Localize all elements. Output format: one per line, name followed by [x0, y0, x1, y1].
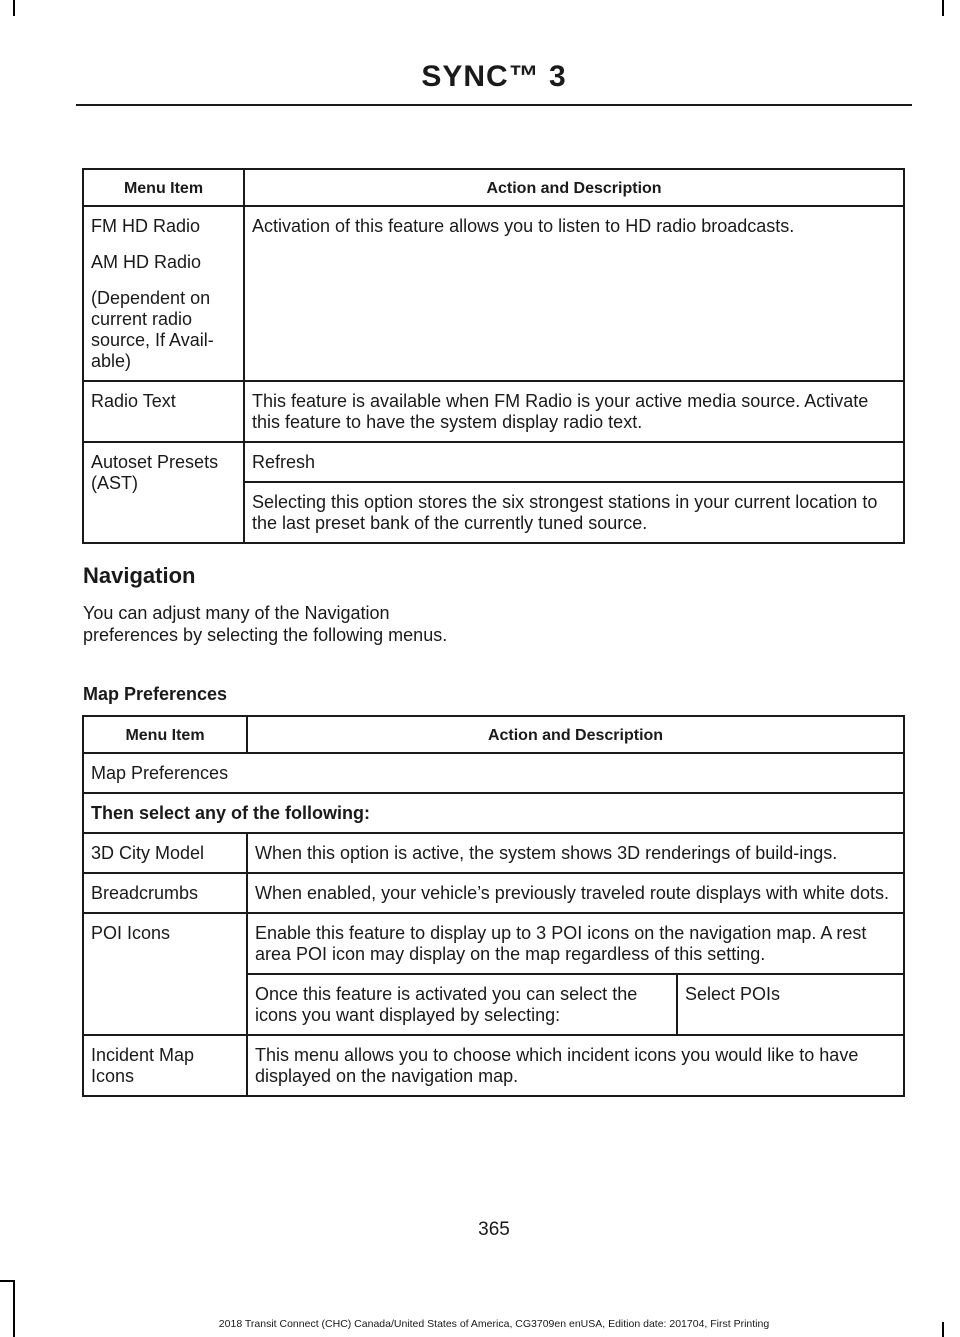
section-heading-navigation: Navigation: [83, 563, 196, 588]
description-cell: Selecting this option stores the six strongest stations in your current location to the last preset bank of the currently tuned source.: [244, 482, 904, 543]
footer-edition-info: 2018 Transit Connect (CHC) Canada/United States of America, CG3709en enUSA, Edition date: 201704, First Printing: [218, 1318, 770, 1330]
menu-path-cell: Map Preferences: [83, 753, 904, 793]
menu-item-cell: POI Icons: [83, 913, 247, 1035]
table-row: [83, 442, 904, 482]
table-row: [83, 833, 904, 873]
menu-item-cell: Autoset Presets (AST): [83, 442, 244, 543]
header-rule: [76, 104, 912, 106]
page-header-title: SYNC™ 3: [421, 60, 567, 93]
table-header-row: [83, 169, 904, 206]
menu-item-fm-hd-radio: FM HD Radio: [91, 216, 201, 236]
menu-item-cell: Breadcrumbs: [83, 873, 247, 913]
table-row: [83, 793, 904, 833]
column-header-action: Action and Description: [247, 716, 904, 753]
crop-mark-bottom-left-horizontal: [0, 1280, 15, 1282]
sub-description-cell: Once this feature is activated you can select the icons you want displayed by selecting:: [247, 974, 677, 1035]
description-cell: This feature is available when FM Radio is your active media source. Activate this feature to have the system display radio text.: [244, 381, 904, 442]
menu-item-am-hd-radio: AM HD Radio: [91, 252, 202, 272]
page-number: 365: [478, 1219, 510, 1240]
subheading-map-preferences: Map Preferences: [83, 684, 228, 704]
menu-item-cell: [83, 206, 244, 381]
table-row: [83, 1035, 904, 1096]
column-header-menu-item: Menu Item: [83, 169, 244, 206]
menu-item-cell: Radio Text: [83, 381, 244, 442]
crop-mark-top-right: [942, 0, 944, 16]
table-row: [83, 753, 904, 793]
menu-item-cell: 3D City Model: [83, 833, 247, 873]
column-header-action: Action and Description: [244, 169, 904, 206]
radio-settings-table: [82, 168, 905, 544]
description-cell: When enabled, your vehicle’s previously traveled route displays with white dots.: [247, 873, 904, 913]
description-cell: When this option is active, the system shows 3D renderings of build-ings.: [247, 833, 904, 873]
menu-item-cell: Incident Map Icons: [83, 1035, 247, 1096]
instruction-cell: Then select any of the following:: [83, 793, 904, 833]
sub-value-cell: Select POIs: [677, 974, 904, 1035]
table-row: [83, 381, 904, 442]
map-preferences-table: [82, 715, 905, 1097]
navigation-intro: You can adjust many of the Navigation preferences by selecting the following menus.: [83, 603, 448, 645]
crop-mark-top-left: [13, 0, 15, 16]
table-row: [83, 206, 904, 381]
description-cell: This menu allows you to choose which incident icons you would like to have displayed on the navigation map.: [247, 1035, 904, 1096]
description-cell: Activation of this feature allows you to listen to HD radio broadcasts.: [244, 206, 904, 381]
table-header-row: [83, 716, 904, 753]
description-cell: Refresh: [244, 442, 904, 482]
column-header-menu-item: Menu Item: [83, 716, 247, 753]
table-row: [83, 873, 904, 913]
table-row: [83, 913, 904, 974]
menu-item-note: (Dependent on current radio source, If Avail-able): [91, 288, 214, 371]
description-cell: Enable this feature to display up to 3 POI icons on the navigation map. A rest area POI icon may display on the map regardless of this setting.: [247, 913, 904, 974]
